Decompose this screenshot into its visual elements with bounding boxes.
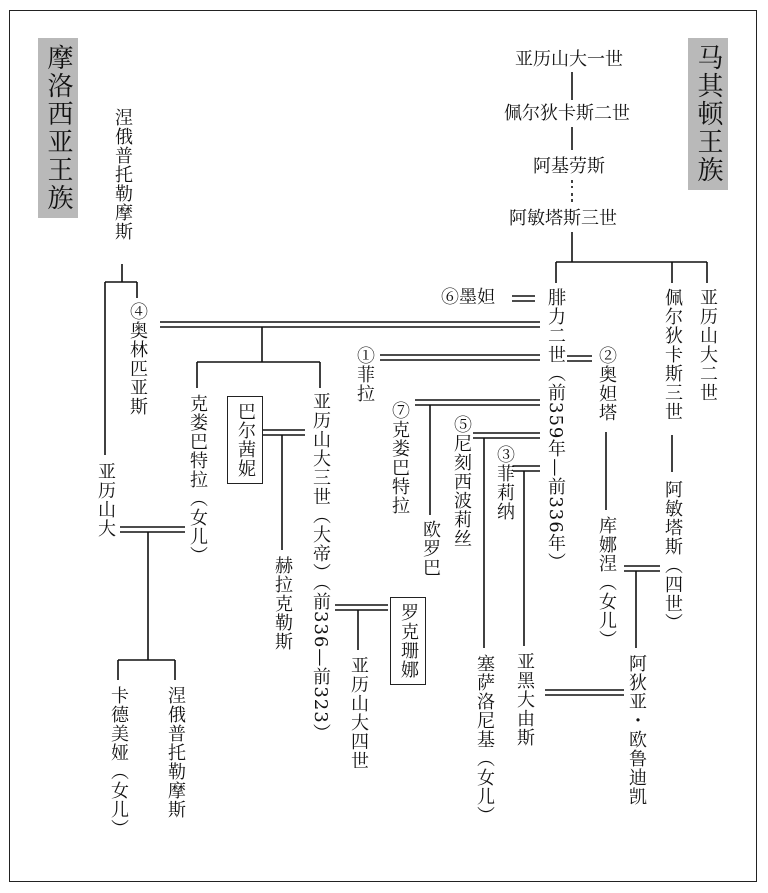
- person-neoptolemus-ii: 涅俄普托勒摩斯: [165, 686, 186, 819]
- person-alexander-iii: 亚历山大三世（大帝）（前336—前323）: [310, 392, 331, 743]
- wife-cleopatra: ⑦克娄巴特拉: [389, 401, 410, 515]
- person-adea: 阿狄亚・欧鲁迪凯: [626, 654, 647, 806]
- person-alexander-molossus: 亚历山大: [95, 462, 116, 538]
- person-alexander-iv: 亚历山大四世: [348, 656, 369, 770]
- person-cynane: 库娜涅（女儿）: [596, 516, 617, 649]
- dynasty-label-molossia: 摩洛西亚王族: [38, 38, 78, 218]
- person-alexander-ii: 亚历山大二世: [697, 288, 718, 402]
- person-arrhidaeus: 亚黑大由斯: [514, 652, 535, 747]
- person-philip-ii: 腓力二世（前359年—前336年）: [545, 288, 566, 572]
- wife-audata: ②奥妲塔: [596, 346, 617, 422]
- wife-phila: ①菲拉: [354, 346, 375, 403]
- person-perdiccas-ii: 佩尔狄卡斯二世: [504, 103, 630, 124]
- person-europa: 欧罗巴: [420, 520, 441, 577]
- person-cadmea: 卡德美娅（女儿）: [108, 686, 129, 838]
- person-amyntas-iii: 阿敏塔斯三世: [509, 208, 617, 229]
- person-thessalonike: 塞萨洛尼基（女儿）: [474, 654, 495, 825]
- person-cleopatra-daughter: 克娄巴特拉（女儿）: [187, 394, 208, 565]
- person-olympias: ④奥林匹亚斯: [127, 302, 148, 416]
- person-barsine: 巴尔茜妮: [227, 396, 263, 484]
- wife-meda: ⑥墨妲: [441, 287, 495, 308]
- person-heracles: 赫拉克勒斯: [272, 556, 293, 651]
- person-alexander-i: 亚历山大一世: [515, 49, 623, 70]
- person-amyntas-iv: 阿敏塔斯（四世）: [662, 480, 683, 632]
- person-archelaus: 阿基劳斯: [533, 156, 605, 177]
- wife-philinna: ③菲莉纳: [494, 445, 515, 521]
- person-perdiccas-iii: 佩尔狄卡斯三世: [662, 288, 683, 421]
- wife-nicesipolis: ⑤尼刻西波莉丝: [451, 415, 472, 548]
- person-neoptolemus: 涅俄普托勒摩斯: [112, 108, 133, 241]
- dynasty-label-macedon: 马其顿王族: [688, 38, 728, 190]
- person-roxana: 罗克珊娜: [390, 597, 426, 685]
